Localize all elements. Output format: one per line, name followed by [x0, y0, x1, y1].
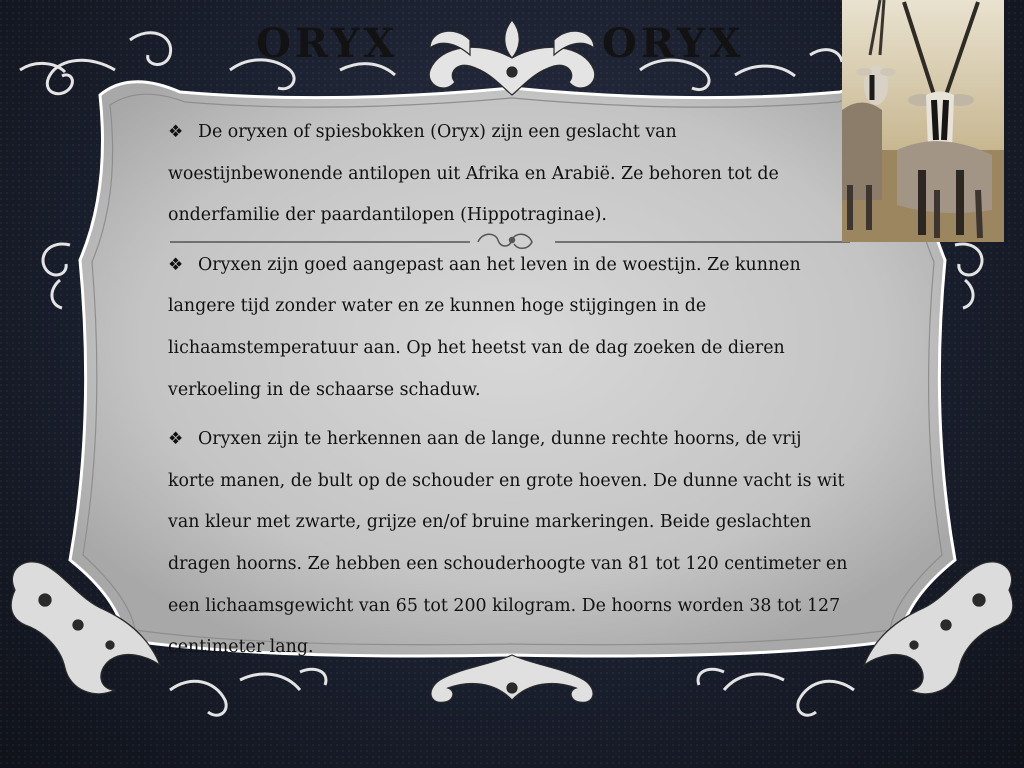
content-text: [168, 112, 848, 677]
paragraph-2-text: Oryxen zijn goed aangepast aan het leven in de woestijn. Ze kunnen langere tijd zonder water en ze kunnen hoge stijgingen in de lichaamstemperatuur aan. Op het heetst van de dag zoeken de dieren verkoeling in de schaarse schaduw.: [168, 254, 801, 400]
slide-title-right: ORYX: [602, 20, 745, 67]
slide-title-left: ORYX: [256, 20, 399, 67]
bullet-icon: ❖: [168, 122, 184, 142]
bullet-icon: ❖: [168, 429, 184, 450]
left-side-ornament: [43, 244, 70, 308]
top-ornament: [429, 20, 595, 95]
paragraph-3-text: Oryxen zijn te herkennen aan de lange, dunne rechte hoorns, de vrij korte manen, de bult op de schouder en grote hoeven. De dunne vacht is wit van kleur met zwarte, grijze en/of bruine markeringen. Beide geslachten dragen hoorns. Ze hebben een schouderhoogte van 81 tot 120 centimeter en een lichaamsgewicht van 65 tot 200 kilogram. De hoorns worden 38 tot 127 centimeter lang.: [168, 429, 848, 658]
oryx-photo: [842, 0, 1004, 242]
paragraph-1: [168, 112, 848, 237]
paragraph-2: [168, 245, 848, 411]
right-side-ornament: [955, 244, 982, 308]
paragraph-3: [168, 419, 848, 669]
bullet-icon: ❖: [168, 254, 184, 275]
paragraph-1-text: De oryxen of spiesbokken (Oryx) zijn een geslacht van woestijnbewonende antilopen uit Afrika en Arabië. Ze behoren tot de onderfamilie der paardantilopen (Hippotraginae).: [168, 122, 779, 226]
